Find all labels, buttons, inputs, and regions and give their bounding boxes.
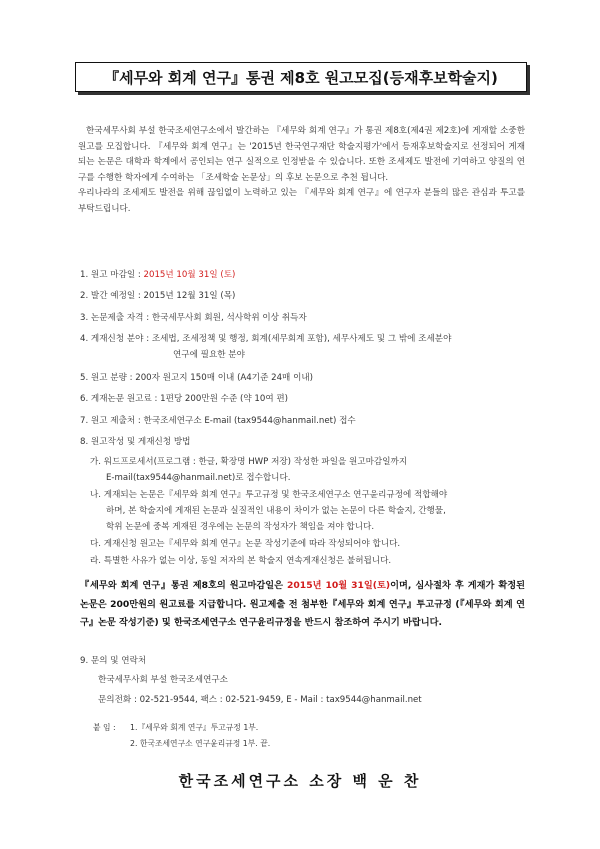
item-fields-cont: 연구에 필요한 분야 (173, 350, 245, 360)
deadline-notice (80, 577, 525, 633)
item-deadline (80, 269, 235, 281)
item-submission: 7. 원고 제출처 : 한국조세연구소 E-mail (tax9544@hanmail.net) 접수 (80, 416, 356, 426)
item-deadline-label: 1. 원고 마감일 : (80, 270, 144, 280)
signature: 한국조세연구소 소장 백 운 찬 (178, 772, 422, 790)
intro-paragraph (78, 124, 525, 217)
sub-item-na-line1: 나. 게재되는 논문은『세무와 회계 연구』투고규정 및 한국조세연구소 연구윤리규정에 적합해야 (90, 490, 448, 500)
attachment-label: 붙 임 : (93, 723, 116, 732)
sub-item-ra: 라. 특별한 사유가 없는 이상, 동일 저자의 본 학술지 연속게재신청은 불허됩니다. (90, 556, 392, 566)
intro-text-1: 한국세무사회 부설 한국조세연구소에서 발간하는 『세무와 회계 연구』가 통권 제8호(제4권 제2호)에 게재할 소중한 원고를 모집합니다. 『세무와 회계 연구』는 '2015년 한국연구재단 학술지평가'에서 등재후보학술지로 선정되어 게재되는 논문은 대학과 학계에서 공인되는 연구 실적으로 인정받을 수 있습니다. 또한 조세제도 발전에 기여하고 양질의 연구를 수행한 학자에게 수여하는 「조세학술 논문상」의 후보 논문으로 추천 됩니다. (78, 126, 525, 183)
sub-item-ga-line1: 가. 워드프로세서(프로그램 : 한글, 확장명 HWP 저장) 작성한 파일을 원고마감일까지 (90, 457, 408, 467)
notice-part2: 이며, 심사절차 후 게재가 확정된 논문은 200만원의 원고료를 지급합니다. 원고제출 전 첨부한『세무와 회계 연구』투고규정 (『세무와 회계 연구』논문 작성기준) 및 한국조세연구소 연구윤리규정을 반드시 참조하여 주시기 바랍니다. (80, 580, 525, 628)
item-method: 8. 원고작성 및 게재신청 방법 (80, 437, 191, 447)
item-fields: 4. 게재신청 분야 : 조세법, 조세정책 및 행정, 회계(세무회계 포함), 세무사제도 및 그 밖에 조세분야 (80, 334, 452, 344)
contact-heading: 9. 문의 및 연락처 (80, 656, 147, 666)
sub-item-na-line3: 학위 논문에 중복 게재된 경우에는 논문의 작성자가 책임을 져야 합니다. (106, 522, 375, 532)
notice-part1: 『세무와 회계 연구』통권 제8호의 원고마감일은 (80, 580, 288, 591)
contact-org: 한국세무사회 부설 한국조세연구소 (98, 675, 228, 685)
attachment-1: 1.『세무와 회계 연구』투고규정 1부. (130, 723, 259, 732)
title-box (75, 62, 527, 92)
contact-phone: 문의전화 : 02-521-9544, 팩스 : 02-521-9459, E - Mail : tax9544@hanmail.net (98, 695, 422, 705)
item-eligibility: 3. 논문제출 자격 : 한국세무사회 회원, 석사학위 이상 취득자 (80, 313, 307, 323)
sub-item-da: 다. 게재신청 원고는『세무와 회계 연구』논문 작성기준에 따라 작성되어야 합니다. (90, 539, 401, 549)
item-length: 5. 원고 분량 : 200자 원고지 150매 이내 (A4기준 24매 이내) (80, 373, 314, 383)
item-deadline-value: 2015년 10월 31일 (토) (143, 270, 236, 280)
item-fee: 6. 게재논문 원고료 : 1편당 200만원 수준 (약 10여 편) (80, 394, 289, 404)
page-title: 『세무와 회계 연구』통권 제8호 원고모집(등재후보학술지) (104, 68, 498, 87)
sub-item-na-line2: 하며, 본 학술지에 게재된 논문과 실질적인 내용이 차이가 없는 논문이 다른 학술지, 간행물, (106, 506, 446, 516)
intro-text-2: 우리나라의 조세제도 발전을 위해 끊임없이 노력하고 있는 『세무와 회계 연구』에 연구자 분들의 많은 관심과 투고를 부탁드립니다. (78, 188, 525, 214)
item-publish-date: 2. 발간 예정일 : 2015년 12월 31일 (목) (80, 291, 236, 301)
sub-item-ga (90, 455, 407, 471)
attachment-2: 2. 한국조세연구소 연구윤리규정 1부. 끝. (130, 739, 271, 748)
notice-deadline: 2015년 10월 31일(토) (287, 580, 391, 591)
sub-item-ga-line2: E-mail(tax9544@hanmail.net)로 접수합니다. (106, 473, 291, 483)
